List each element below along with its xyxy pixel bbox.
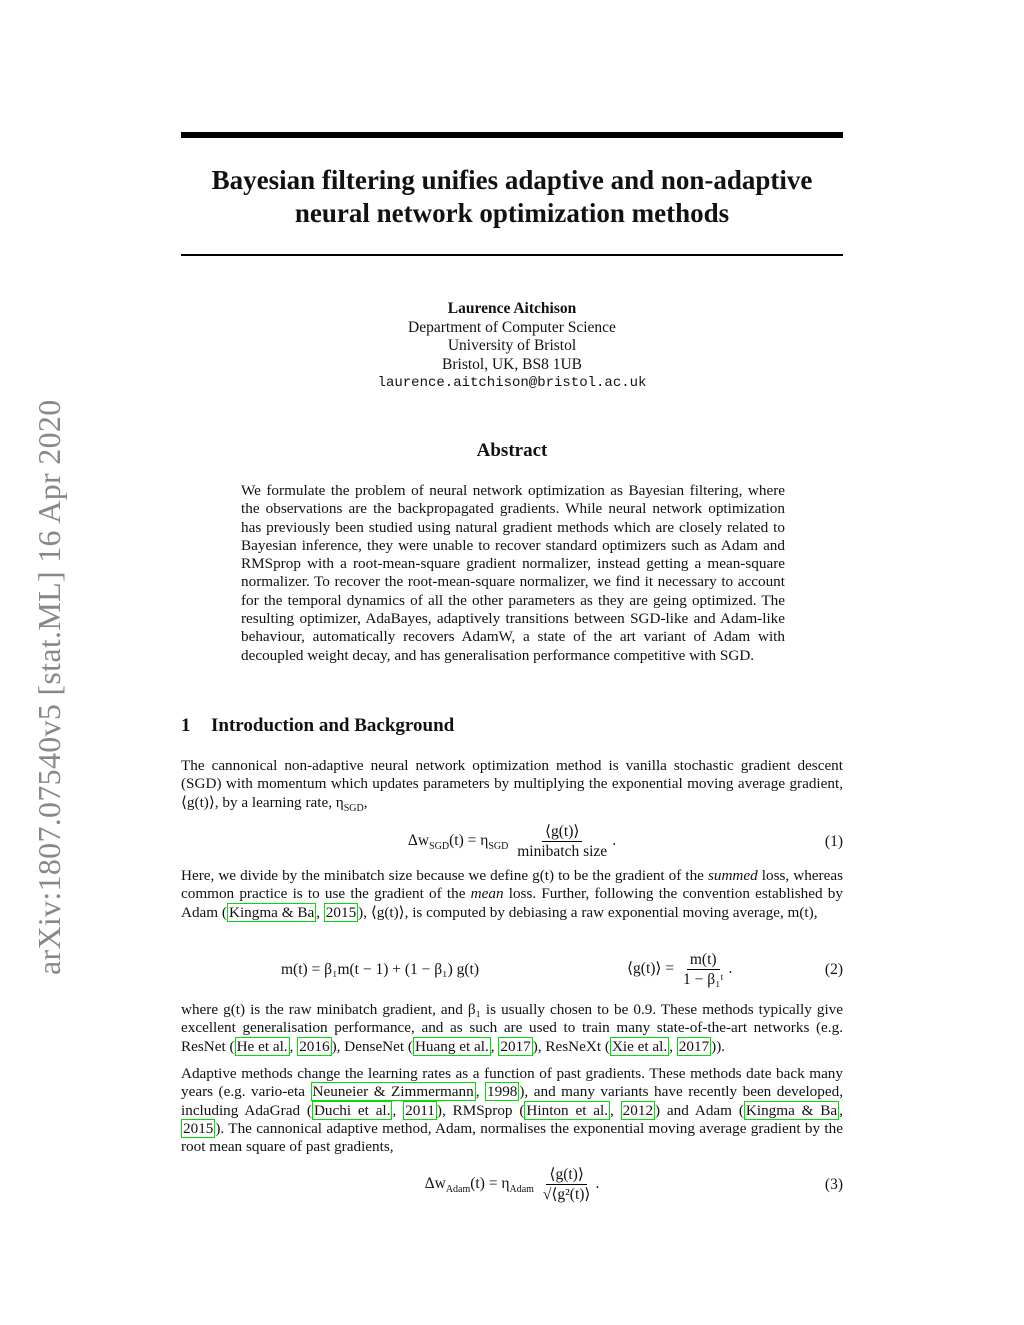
citation-year-link[interactable]: 2011 — [405, 1101, 435, 1119]
eq3-number: (3) — [824, 1176, 843, 1193]
p3-b: ), DenseNet ( — [331, 1037, 413, 1055]
eq1-denominator: minibatch size — [517, 843, 608, 860]
citation-year-link[interactable]: 2012 — [622, 1101, 654, 1119]
author-block — [181, 300, 843, 393]
citation-year-link[interactable]: 1998 — [487, 1083, 518, 1101]
citation-link[interactable]: Neuneier & Zimmermann — [312, 1083, 474, 1101]
p2-c: loss. Further, following the convention established by Adam ( — [181, 885, 843, 921]
citation-link[interactable]: Huang et al. — [414, 1037, 489, 1055]
paragraph-1 — [181, 757, 843, 818]
title-rule-bottom — [181, 254, 843, 256]
p2-a: Here, we divide by the minibatch size because we define g(t) to be the gradient of the — [181, 867, 708, 884]
citation-link[interactable]: Hinton et al. — [526, 1101, 609, 1119]
eq1-lhs-arg: (t) = η — [449, 832, 489, 850]
p4-e: ). The cannonical adaptive method, Adam, normalises the exponential moving average gradient by the root mean square of past gradients, — [181, 1119, 843, 1156]
eq1-numerator: ⟨g(t)⟩ — [542, 822, 582, 842]
equation-1 — [181, 822, 843, 861]
title-rule-top — [181, 132, 843, 138]
citation-year-link[interactable]: 2015 — [325, 903, 357, 921]
eq3-tail: . — [595, 1175, 600, 1193]
eq3-lhs-sub: Adam — [445, 1184, 471, 1196]
eq1-eta-sub: SGD — [488, 841, 509, 853]
eq1-number: (1) — [824, 833, 843, 850]
paper-title — [181, 164, 843, 230]
citation-link[interactable]: Duchi et al. — [313, 1101, 391, 1119]
author-dept: Department of Computer Science — [408, 318, 616, 336]
author-univ: University of Bristol — [447, 337, 577, 354]
p2-d: ), ⟨g(t)⟩, is computed by debiasing a raw exponential moving average, m(t), — [358, 903, 818, 921]
p1-text: The cannonical non-adaptive neural network optimization method is vanilla stochastic gradient descent (SGD) with momentum which updates parameters by multiplying the exponential moving average gradient, ⟨g(t)⟩, by a learning rate, η — [181, 757, 843, 811]
section-heading — [181, 715, 454, 737]
p2-sep: , — [316, 903, 324, 921]
eq3-fraction — [540, 1165, 594, 1204]
section-number: 1 — [181, 715, 191, 736]
eq2-fraction — [680, 950, 727, 989]
abstract-text: We formulate the problem of neural network optimization as Bayesian filtering, where the observations are the backpropagated gradients. While neural network optimization has previously been studied using natural gradient methods which are closely related to Bayesian inference, they were unable to recover standard optimizers such as Adam and RMSprop with a root-mean-square gradient normalizer, instead getting a mean-square normalizer. To recover the root-mean-square normalizer, we find it necessary to account for the temporal dynamics of all the other parameters as they are geing optimized. The resulting optimizer, AdaBayes, adaptively transitions between SGD-like and Adam-like behaviour, automatically recovers AdamW, a state of the art variant of Adam with decoupled weight decay, and has generalisation performance competitive with SGD. — [241, 482, 785, 664]
p1-sub: SGD — [343, 802, 364, 814]
citation-year-link[interactable]: 2015 — [183, 1119, 214, 1137]
eq1-fraction — [514, 822, 610, 861]
p2-summed: summed — [707, 867, 758, 884]
eq2-right-lhs: ⟨g(t)⟩ = — [627, 960, 675, 978]
paragraph-3: where g(t) is the raw minibatch gradient, and β₁ is usually chosen to be 0.9. These methods typically give excellent generalisation performance, and as such are used to train many state-of-the-art networks (e.g. ResNet ( He et al. , 2016 ), DenseNet ( Huang et al. , 2017 ), ResNeXt ( Xie et al. , 2017 )). — [181, 1001, 843, 1055]
p3-a: where g(t) is the raw minibatch gradient, and β₁ is usually chosen to be 0.9. These methods typically give excellent generalisation performance, and as such are used to train many state-of-the-art networks (e.g. ResNet ( — [181, 1001, 843, 1055]
eq3-denominator: √⟨g²(t)⟩ — [542, 1186, 591, 1203]
p2-b: loss, whereas common practice is to use the gradient of the — [181, 867, 843, 903]
equation-3 — [181, 1165, 843, 1204]
citation-year-link[interactable]: 2017 — [678, 1037, 710, 1055]
p2-mean: mean — [470, 885, 504, 903]
paragraph-4: Adaptive methods change the learning rates as a function of past gradients. These methods date back many years (e.g. vario-eta Neuneier & Zimmermann , 1998 ), and many variants have recently been developed, including AdaGrad ( Duchi et al. , 2011 ), RMSprop ( Hinton et al. , 2012 ) and Adam ( Kingma & Ba , 2015 ). The cannonical adaptive method, Adam, normalises the exponential moving average gradient by the root mean square of past gradients, — [181, 1065, 843, 1156]
p1-end: , — [363, 793, 368, 811]
citation-link[interactable]: Kingma & Ba — [228, 903, 315, 921]
title-line-2: neural network optimization methods — [294, 198, 730, 228]
eq1-lhs: Δw — [407, 832, 430, 850]
eq2-denominator: 1 − β₁ᵗ — [682, 971, 724, 988]
eq1-tail: . — [612, 832, 617, 850]
citation-year-link[interactable]: 2017 — [500, 1037, 531, 1055]
section-title: Introduction and Background — [211, 715, 455, 736]
citation-link[interactable]: Kingma & Ba — [745, 1101, 838, 1119]
citation-year-link[interactable]: 2016 — [299, 1037, 330, 1055]
eq2-number: (2) — [824, 961, 843, 978]
title-line-1: Bayesian filtering unifies adaptive and non-adaptive — [211, 165, 813, 195]
eq2-right — [627, 950, 732, 989]
p3-c: ), ResNeXt ( — [532, 1037, 610, 1055]
citation-link[interactable]: He et al. — [236, 1037, 288, 1055]
p4-c: ), RMSprop ( — [436, 1101, 525, 1119]
citation-link[interactable]: Xie et al. — [611, 1037, 668, 1055]
p4-d: ) and Adam ( — [655, 1101, 744, 1119]
eq3-numerator: ⟨g(t)⟩ — [546, 1165, 586, 1185]
paragraph-2 — [181, 867, 843, 922]
p3-d: )). — [711, 1037, 726, 1055]
p4-b: ), and many variants have recently been developed, including AdaGrad ( — [181, 1083, 843, 1119]
eq2-tail: . — [728, 960, 733, 978]
eq1-lhs-sub: SGD — [429, 841, 450, 853]
eq2-numerator: m(t) — [687, 950, 720, 970]
eq3-eta-sub: Adam — [509, 1184, 534, 1196]
author-name: Laurence Aitchison — [447, 300, 577, 317]
p4-a: Adaptive methods change the learning rates as a function of past gradients. These methods date back many years (e.g. vario-eta — [181, 1065, 843, 1101]
arxiv-watermark: arXiv:1807.07540v5 [stat.ML] 16 Apr 2020 — [31, 399, 67, 975]
eq2-left: m(t) = β₁m(t − 1) + (1 − β₁) g(t) — [281, 961, 479, 978]
eq3-lhs-arg: (t) = η — [470, 1175, 510, 1193]
eq3-lhs: Δw — [424, 1175, 446, 1193]
abstract-heading: Abstract — [476, 440, 548, 461]
author-address: Bristol, UK, BS8 1UB — [442, 355, 582, 373]
author-email[interactable]: laurence.aitchison@bristol.ac.uk — [377, 375, 647, 391]
